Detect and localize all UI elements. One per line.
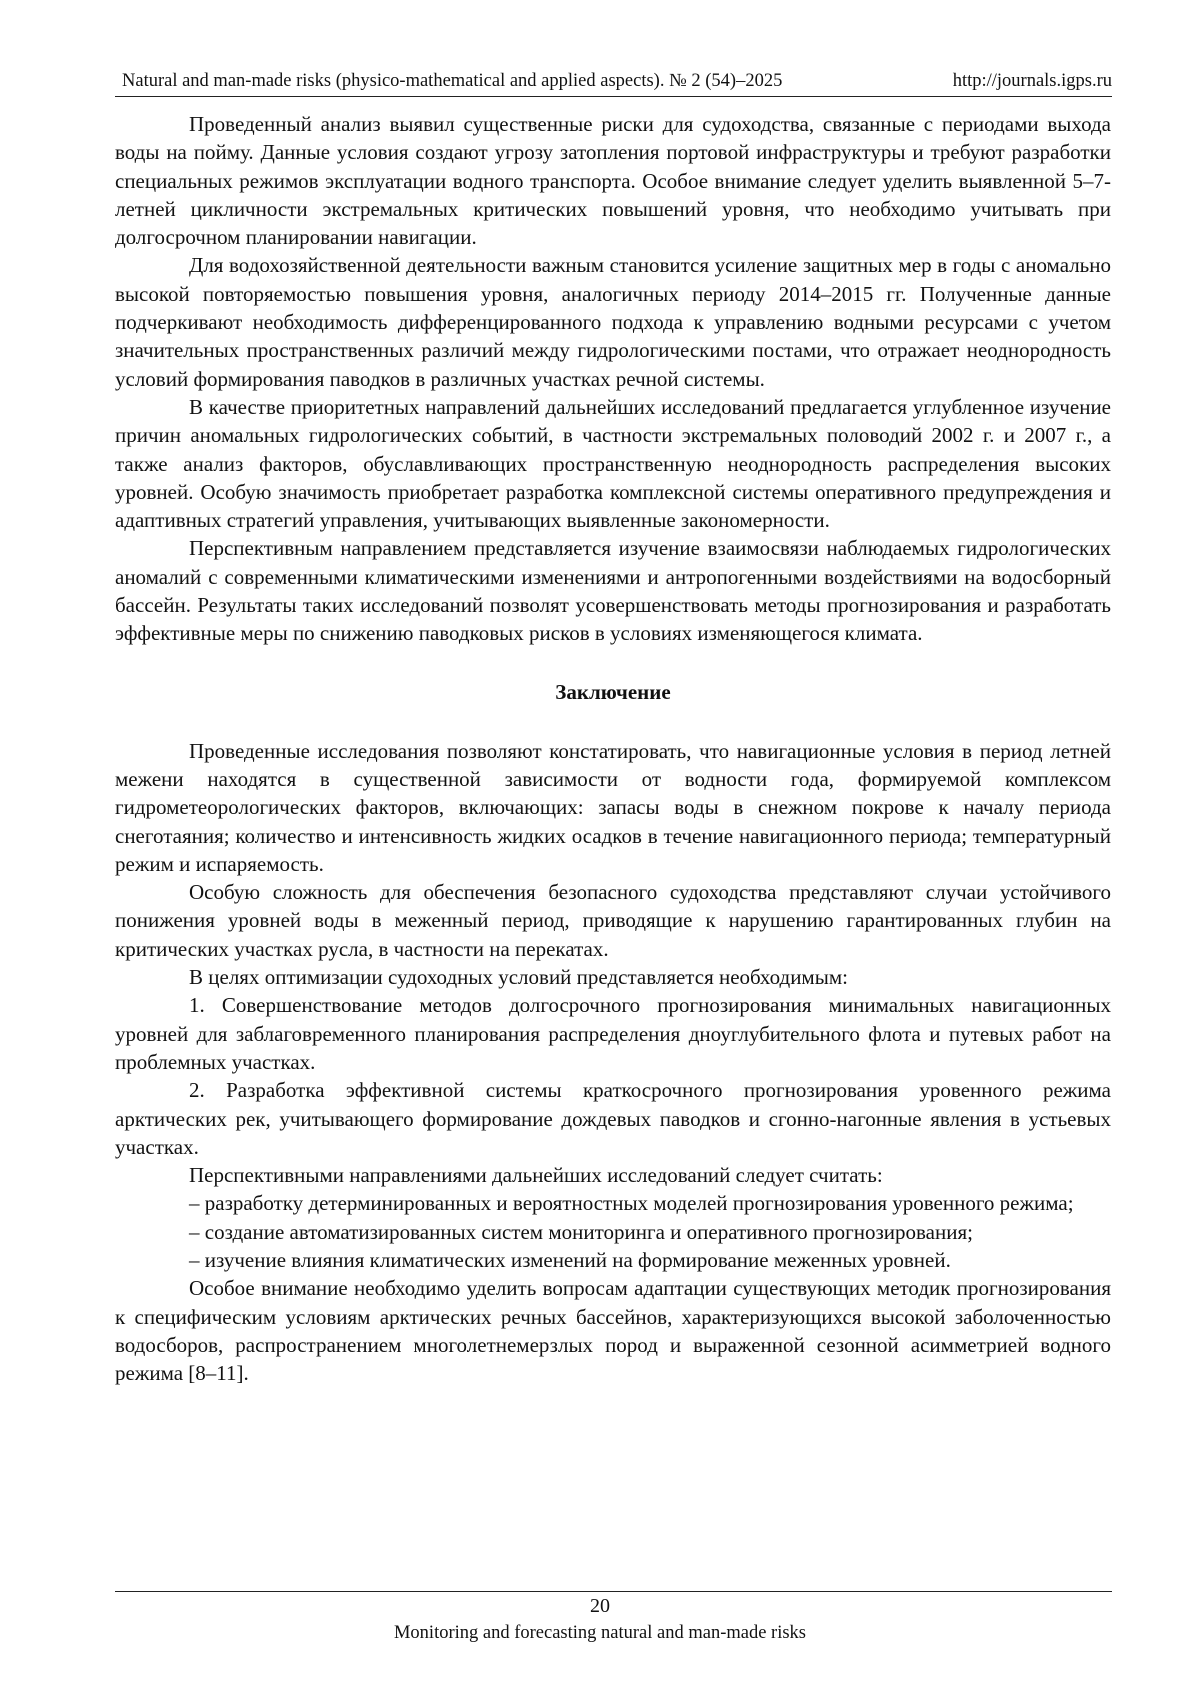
page-number: 20: [590, 1595, 610, 1617]
journal-url[interactable]: http://journals.igps.ru: [952, 71, 1112, 91]
numbered-item: 2. Разработка эффективной системы краткосрочного прогнозирования уровенного режима арктических рек, учитывающего формирование дождевых паводков и сгонно-нагонные явления в устьевых участках.: [115, 1078, 1111, 1159]
body-paragraph: Проведенный анализ выявил существенные риски для судоходства, связанные с периодами выхода воды на пойму. Данные условия создают угрозу затопления портовой инфраструктуры и требуют разработки специальных режимов эксплуатации водного транспорта. Особое внимание следует уделить выявленной 5–7-летней цикличности экстремальных критических повышений уровня, что необходимо учитывать при долгосрочном планировании навигации.: [115, 112, 1111, 250]
body-paragraph: Перспективным направлением представляется изучение взаимосвязи наблюдаемых гидрологических аномалий с современными климатическими изменениями и антропогенными воздействиями на водосборный бассейн. Результаты таких исследований позволят усовершенствовать методы прогнозирования и разработать эффективные меры по снижению паводковых рисков в условиях изменяющегося климата.: [115, 536, 1111, 646]
body-paragraph: Проведенные исследования позволяют констатировать, что навигационные условия в период летней межени находятся в существенной зависимости от водности года, формируемой комплексом гидрометеорологических факторов, включающих: запасы воды в снежном покрове к началу периода снеготаяния; количество и интенсивность жидких осадков в течение навигационного периода; температурный режим и испаряемость.: [115, 738, 1111, 876]
running-footer: Monitoring and forecasting natural and man-made risks: [393, 1623, 807, 1643]
journal-title: Natural and man-made risks (physico-mathematical and applied aspects). № 2 (54)–2025: [122, 71, 783, 91]
body-paragraph: Особое внимание необходимо уделить вопросам адаптации существующих методик прогнозирования к специфическим условиям арктических речных бассейнов, характеризующихся высокой заболоченностью водосборов, распространением многолетнемерзлых пород и выраженной сезонной асимметрией водного режима [8–11].: [115, 1276, 1111, 1386]
running-header: [122, 70, 1112, 92]
body-paragraph: В целях оптимизации судоходных условий представляется необходимым:: [189, 965, 848, 990]
dash-item: – разработку детерминированных и вероятностных моделей прогнозирования уровенного режима;: [189, 1191, 1074, 1216]
article-body: [115, 110, 1111, 1387]
body-paragraph: Перспективными направлениями дальнейших исследований следует считать:: [189, 1163, 883, 1188]
header-divider: [115, 96, 1112, 97]
body-paragraph: Для водохозяйственной деятельности важным становится усиление защитных мер в годы с аномально высокой повторяемостью повышения уровня, аналогичных периоду 2014–2015 гг. Полученные данные подчеркивают необходимость дифференцированного подхода к управлению водными ресурсами с учетом значительных пространственных различий между гидрологическими постами, что отражает неоднородность условий формирования паводков в различных участках речной системы.: [115, 253, 1111, 391]
numbered-item: 1. Совершенствование методов долгосрочного прогнозирования минимальных навигационных уровней для заблаговременного планирования распределения дноуглубительного флота и путевых работ на проблемных участках.: [115, 993, 1111, 1074]
body-paragraph: В качестве приоритетных направлений дальнейших исследований предлагается углубленное изучение причин аномальных гидрологических событий, в частности экстремальных половодий 2002 г. и 2007 г., а также анализ факторов, обуславливающих пространственную неоднородность распределения высоких уровней. Особую значимость приобретает разработка комплексной системы оперативного предупреждения и адаптивных стратегий управления, учитывающих выявленные закономерности.: [115, 394, 1111, 533]
dash-item: – создание автоматизированных систем мониторинга и оперативного прогнозирования;: [189, 1219, 973, 1244]
body-paragraph: Особую сложность для обеспечения безопасного судоходства представляют случаи устойчивого понижения уровней воды в меженный период, приводящие к нарушению гарантированных глубин на критических участках русла, в частности на перекатах.: [115, 880, 1111, 961]
dash-item: – изучение влияния климатических изменений на формирование меженных уровней.: [189, 1247, 951, 1272]
section-heading-conclusion: Заключение: [555, 679, 671, 704]
